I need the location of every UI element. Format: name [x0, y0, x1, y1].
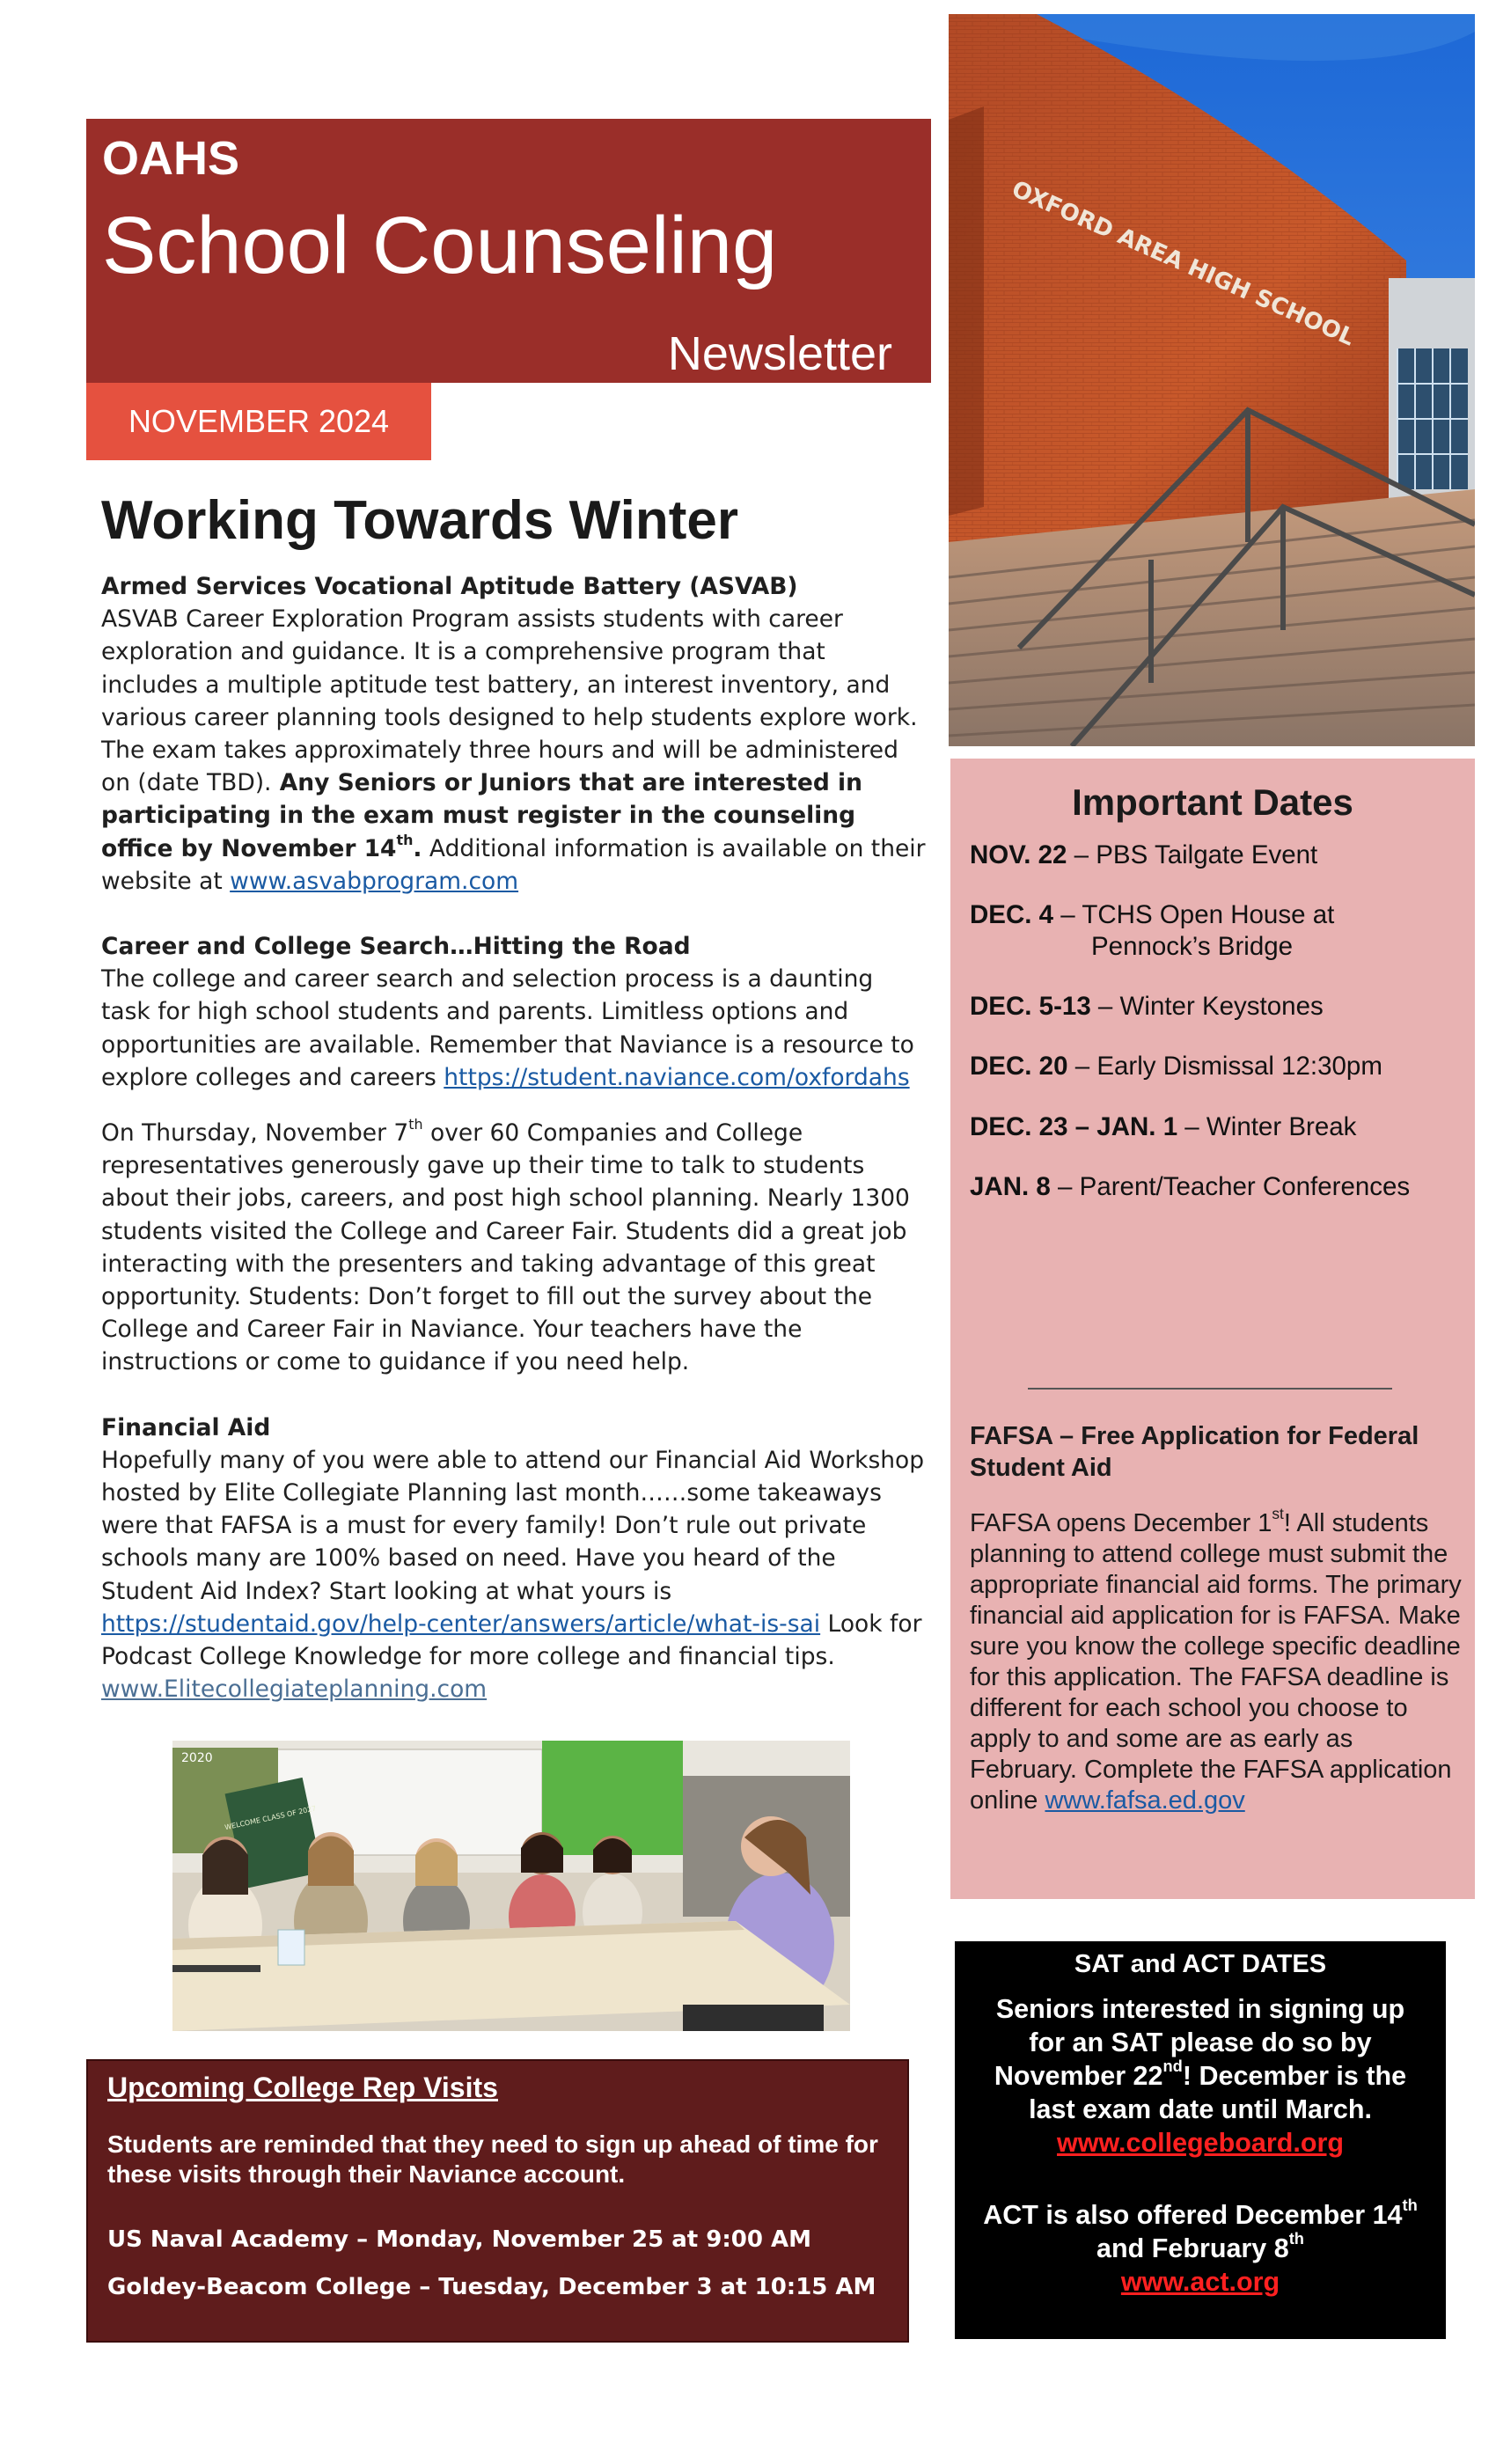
rep-visit-item: US Naval Academy – Monday, November 25 at 9:00 AM [107, 2226, 811, 2253]
date-item: NOV. 22 – PBS Tailgate Event [970, 840, 1318, 869]
date-item: DEC. 5-13 – Winter Keystones [970, 992, 1324, 1021]
important-dates-box [950, 759, 1475, 1899]
financial-aid-body: Hopefully many of you were able to attend our Financial Aid Workshop hosted by Elite Collegiate Planning last month……some takeaways were that FAFSA is a must for every family! Don’t rule out private schools many are 100% based on need. Have you heard of the Student Aid Index? Start looking at what yours is https://studentaid.gov/help-center/answers/article/what-is-sai Look for Podcast College Knowledge for more college and financial tips. www.Elitecollegiateplanning.com [101, 1446, 925, 1704]
collegeboard-link[interactable]: www.collegeboard.org [1057, 2128, 1344, 2158]
studentaid-link[interactable]: https://studentaid.gov/help-center/answers/article/what-is-sai [101, 1610, 821, 1638]
headline: Working Towards Winter [101, 490, 738, 551]
issue-date-badge: NOVEMBER 2024 [86, 383, 431, 460]
sat-act-title: SAT and ACT DATES [1074, 1950, 1327, 1978]
act-link[interactable]: www.act.org [1120, 2267, 1280, 2297]
date-item: DEC. 20 – Early Dismissal 12:30pm [970, 1052, 1382, 1081]
org-name: OAHS [102, 132, 240, 185]
rep-visits-title: Upcoming College Rep Visits [107, 2072, 498, 2103]
sat-act-box [955, 1941, 1446, 2339]
fafsa-body: FAFSA opens December 1st! All students planning to attend college must submit the appropriate financial aid forms. The primary financial aid application for is FAFSA. Make sure you know the college specific deadline for this application. The FAFSA deadline is different for each school you choose to apply to and some are as early as February. Complete the FAFSA application online www.fafsa.ed.gov [970, 1504, 1462, 1815]
sat-info: Seniors interested in signing up for an SAT please do so by November 22nd! December is the last exam date until March. www.collegeboard.org [994, 1994, 1407, 2158]
divider [1028, 1388, 1392, 1390]
naviance-link[interactable]: https://student.naviance.com/oxfordahs [444, 1063, 910, 1091]
rep-visits-note: Students are reminded that they need to sign up ahead of time for these visits through their Naviance account. [107, 2130, 878, 2188]
act-info: ACT is also offered December 14th and February 8th www.act.org [983, 2196, 1418, 2297]
year-sign: 2020 [181, 1751, 213, 1765]
welcome-sign: WELCOME CLASS OF 2027 [224, 1804, 318, 1832]
school-building-photo [949, 14, 1475, 746]
article-column [101, 570, 928, 1706]
date-item: JAN. 8 – Parent/Teacher Conferences [970, 1172, 1411, 1201]
rep-visit-item: Goldey-Beacom College – Tuesday, December 3 at 10:15 AM [107, 2274, 876, 2300]
date-item: DEC. 4 – TCHS Open House at Pennock’s Bridge [970, 900, 1335, 961]
date-item: DEC. 23 – JAN. 1 – Winter Break [970, 1112, 1357, 1141]
college-rep-visits-box [86, 2059, 909, 2343]
asvab-heading: Armed Services Vocational Aptitude Battery (ASVAB) [101, 573, 798, 600]
building-sign-text: OXFORD AREA HIGH SCHOOL [1008, 175, 1359, 352]
elite-planning-link[interactable]: www.Elitecollegiateplanning.com [101, 1676, 488, 1704]
asvab-body: ASVAB Career Exploration Program assists students with career exploration and guidance. It is a comprehensive program that includes a multiple aptitude test battery, an interest inventory, and various career planning tools designed to help students explore work. The exam takes approximately three hours and will be administered on (date TBD). Any Seniors or Juniors that are interested in participating in the exam must register in the counseling office by November 14th. Additional information is available on their website at www.asvabprogram.com [101, 605, 926, 895]
fafsa-title: FAFSA – Free Application for Federal Student Aid [970, 1422, 1419, 1482]
career-heading: Career and College Search…Hitting the Road [101, 933, 691, 961]
career-body: The college and career search and selection process is a daunting task for high school students and parents. Limitless options and opportunities are available. Remember that Naviance is a resource to explore colleges and careers https://student.naviance.com/oxfordahs [101, 965, 914, 1091]
fafsa-link[interactable]: www.fafsa.ed.gov [1045, 1786, 1245, 1815]
title-banner [86, 119, 931, 383]
financial-aid-heading: Financial Aid [101, 1413, 271, 1441]
classroom-photo [172, 1741, 850, 2031]
career-fair-body: On Thursday, November 7th over 60 Companies and College representatives generously gave up their time to talk to students about their jobs, careers, and post high school planning. Nearly 1300 students visited the College and Career Fair. Students did a great job interacting with the presenters and taking advantage of this great opportunity. Students: Don’t forget to fill out the survey about the College and Career Fair in Naviance. Your teachers have the instructions or come to guidance if you need help. [101, 1116, 910, 1376]
asvab-link[interactable]: www.asvabprogram.com [230, 867, 519, 895]
important-dates-title: Important Dates [1072, 781, 1353, 823]
page-subtitle: Newsletter [667, 327, 892, 380]
page-title: School Counseling [102, 201, 778, 290]
